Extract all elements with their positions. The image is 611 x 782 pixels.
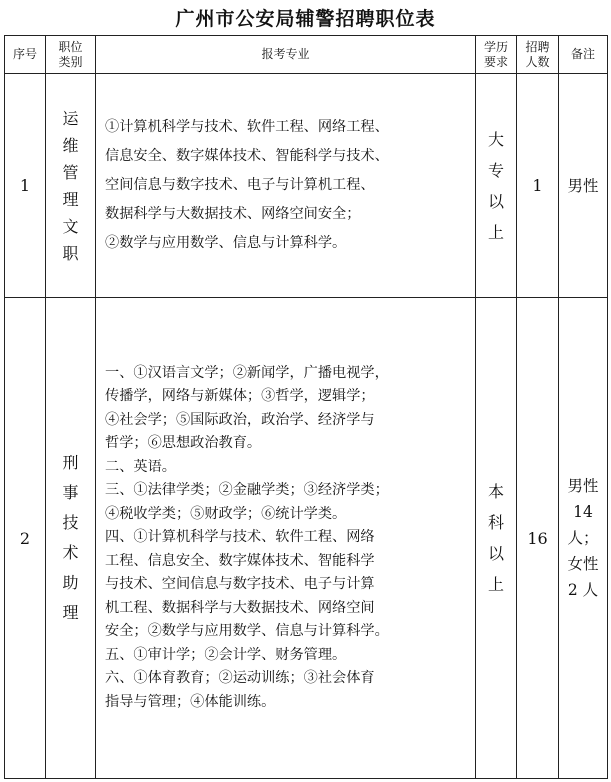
row2-major-line: 五、①审计学；②会计学、财务管理。	[105, 646, 347, 663]
row2-note-line: 男性	[567, 477, 599, 495]
row2-note-line: 人；	[567, 529, 599, 547]
row1-category-char: 职	[62, 243, 79, 263]
row1-category-char: 运	[62, 108, 79, 128]
page-title: 广州市公安局辅警招聘职位表	[175, 8, 436, 30]
row2-major-line: 哲学；⑥思想政治教育。	[105, 435, 262, 452]
row2-note-line: 14	[573, 503, 593, 521]
row1-education-char: 以	[487, 191, 504, 211]
header-count	[517, 36, 559, 74]
row1-note-line: 男性	[567, 176, 599, 195]
header-category-line2: 类别	[58, 54, 83, 69]
row1-education	[476, 74, 517, 298]
header-education-line1: 学历	[483, 39, 508, 54]
header-education	[476, 36, 517, 74]
header-major	[96, 36, 476, 74]
row1-category-char: 文	[62, 216, 79, 236]
row2-category-char: 术	[62, 543, 79, 562]
row2-no: 2	[5, 298, 46, 779]
row2-note	[559, 298, 608, 779]
row1-major	[96, 74, 476, 298]
header-category-line1: 职位	[58, 39, 83, 54]
row2-major-line: 指导与管理；④体能训练。	[105, 693, 276, 710]
row1-category-char: 维	[62, 135, 79, 155]
header-category	[46, 36, 96, 74]
row1-major-line: 数据科学与大数据技术、网络空间安全；	[105, 206, 361, 222]
row2-major-line: 与技术、空间信息与数字技术、电子与计算	[105, 576, 375, 593]
header-education-line2: 要求	[483, 54, 508, 69]
row2-major-line: 工程、信息安全、数字媒体技术、智能科学	[105, 552, 375, 569]
header-count-line2: 人数	[525, 54, 550, 69]
row1-category-char: 管	[62, 162, 79, 182]
row2-major-line: 安全；②数学与应用数学、信息与计算科学。	[105, 623, 389, 640]
row2-category-char: 刑	[62, 453, 79, 472]
row1-count: 1	[517, 74, 559, 298]
row2-education-char: 科	[487, 513, 504, 532]
table-header-row	[5, 36, 608, 74]
row2-major-line: 传播学，网络与新媒体；③哲学，逻辑学；	[105, 388, 375, 405]
row2-major-line: ④税收学类；⑤财政学；⑥统计学类。	[105, 505, 347, 522]
row1-note	[559, 74, 608, 298]
row2-category-char: 事	[62, 483, 79, 502]
row2-major-line: 机工程、数据科学与大数据技术、网络空间	[105, 599, 375, 616]
row2-major	[96, 298, 476, 779]
row1-education-char: 专	[487, 160, 504, 180]
row2-major-line: ④社会学；⑤国际政治，政治学、经济学与	[105, 411, 375, 428]
row1-major-line: ①计算机科学与技术、软件工程、网络工程、	[105, 119, 389, 135]
row2-education-char: 以	[487, 544, 504, 563]
table-row	[5, 74, 608, 298]
row2-education-char: 本	[487, 482, 504, 501]
row2-major-line: 三、①法律学类；②金融学类；③经济学类；	[105, 482, 389, 499]
row2-education	[476, 298, 517, 779]
row2-note-line: 女性	[567, 555, 599, 573]
row2-major-line: 二、英语。	[105, 458, 176, 475]
row2-category-char: 理	[62, 603, 79, 622]
header-note-text: 备注	[570, 47, 595, 61]
row1-education-char: 上	[487, 222, 504, 242]
row2-major-line: 四、①计算机科学与技术、软件工程、网络	[105, 529, 375, 546]
header-no-text: 序号	[12, 47, 37, 61]
row1-category	[46, 74, 96, 298]
row1-education-char: 大	[487, 129, 504, 149]
row1-category-char: 理	[62, 189, 79, 209]
row2-major-line: 六、①体育教育；②运动训练；③社会体育	[105, 670, 375, 687]
row1-major-line: 空间信息与数字技术、电子与计算机工程、	[105, 177, 375, 193]
row2-category-char: 助	[62, 573, 79, 592]
job-positions-table	[4, 35, 608, 779]
row2-category	[46, 298, 96, 779]
row2-education-char: 上	[487, 575, 504, 594]
header-note	[559, 36, 608, 74]
header-no	[5, 36, 46, 74]
header-major-text: 报考专业	[261, 47, 310, 61]
header-count-line1: 招聘	[525, 39, 550, 54]
row2-count: 16	[517, 298, 559, 779]
table-row	[5, 298, 608, 779]
row2-major-line: 一、①汉语言文学；②新闻学，广播电视学，	[105, 364, 389, 381]
row1-major-line: ②数学与应用数学、信息与计算科学。	[105, 235, 347, 251]
row2-note-line: 2 人	[567, 581, 599, 599]
row1-no: 1	[5, 74, 46, 298]
row2-category-char: 技	[62, 513, 79, 532]
row1-major-line: 信息安全、数字媒体技术、智能科学与技术、	[105, 148, 389, 164]
